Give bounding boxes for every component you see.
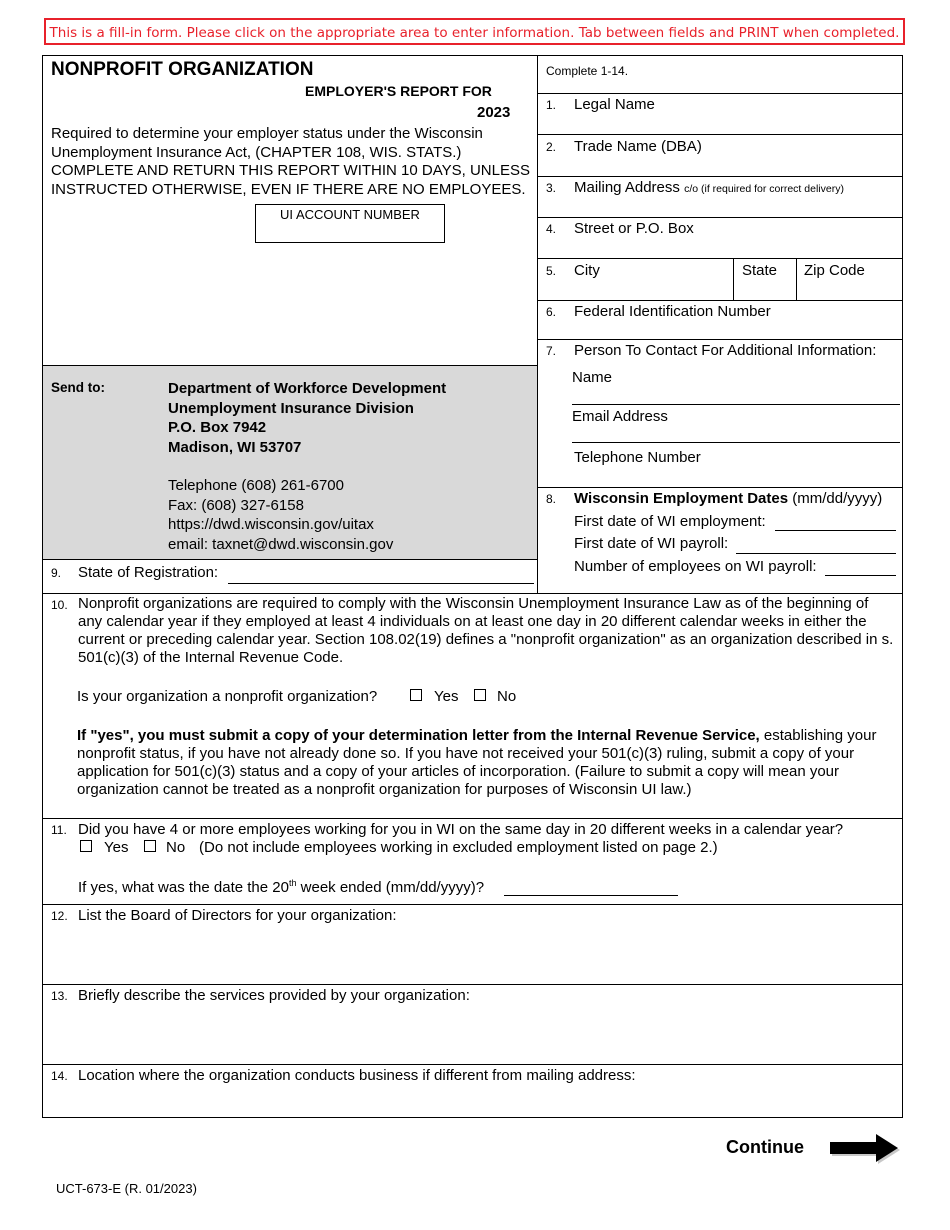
q11-date-input[interactable] [506,878,676,894]
f3-number: 3. [546,181,557,195]
q12-number: 12. [51,909,68,923]
zip-label: Zip Code [804,262,865,279]
ui-account-box[interactable] [255,204,445,243]
send-to-label: Send to: [51,380,105,395]
board-of-directors-input[interactable] [78,926,896,980]
f8-number: 8. [546,492,557,506]
state-of-registration-input[interactable] [229,565,533,582]
q11-yes-label: Yes [104,839,129,856]
form-id: UCT-673-E (R. 01/2023) [56,1181,197,1196]
q10-determination-note [77,727,897,799]
city-state-zip: Madison, WI 53707 [168,438,302,456]
f5-number: 5. [546,264,557,278]
contact-name-label: Name [572,369,613,386]
form-title: NONPROFIT ORGANIZATION [51,59,314,80]
q10-no-checkbox[interactable] [474,689,486,701]
mailing-address-note: c/o (if required for correct delivery) [684,183,844,195]
f1-number: 1. [546,98,557,112]
city-input[interactable] [574,280,729,297]
business-location-input[interactable] [78,1086,896,1114]
state-input[interactable] [740,280,792,297]
q12-label: List the Board of Directors for your organization: [78,907,397,924]
q10-yes-checkbox[interactable] [410,689,422,701]
fein-label: Federal Identification Number [574,303,771,320]
f2-number: 2. [546,140,557,154]
dept-name: Department of Workforce Development [168,380,447,397]
street-label: Street or P.O. Box [574,220,694,237]
q11-note: (Do not include employees working in excluded employment listed on page 2.) [199,839,718,856]
city-label: City [574,262,600,279]
q9-number: 9. [51,566,62,580]
division-name: Unemployment Insurance Division [168,399,414,417]
ui-account-label: UI ACCOUNT NUMBER [280,207,420,222]
contact-label: Person To Contact For Additional Information: [574,342,877,359]
num-employees-input[interactable] [827,558,895,574]
trade-name-label: Trade Name (DBA) [574,138,702,155]
street-input[interactable] [574,238,894,255]
contact-email-input[interactable] [574,424,896,441]
fill-in-notice: This is a fill-in form. Please click on the appropriate area to enter information. Tab between fields and PRINT when completed. [44,18,905,45]
num-employees-label: Number of employees on WI payroll: [574,558,817,575]
mailing-address-input[interactable] [574,197,894,214]
website-link[interactable]: https://dwd.wisconsin.gov/uitax [168,516,374,533]
employment-dates-title: Wisconsin Employment Dates [574,490,789,507]
fein-input[interactable] [574,320,894,337]
legal-name-label: Legal Name [574,96,655,113]
mailing-address-label [574,179,844,196]
q10-number: 10. [51,598,68,612]
q10-text: Nonprofit organizations are required to comply with the Wisconsin Unemployment Insurance Law as of the beginning of any calendar year if they employed at least 4 individuals on at least one day in 20 different calendar weeks in either the current or preceding calendar year. Section 108.02(19) defines a "nonprofit organization" as an organization described in s. 501(c)(3) of the Internal Revenue Code. [78,595,894,666]
po-box: P.O. Box 7942 [168,419,267,436]
f4-number: 4. [546,222,557,236]
continue-label[interactable]: Continue [726,1137,804,1157]
q14-label: Location where the organization conducts business if different from mailing address: [78,1067,636,1084]
employment-dates-format: (mm/dd/yyyy) [792,490,883,507]
q11-number: 11. [51,823,67,837]
employment-dates-label [574,490,882,507]
legal-name-input[interactable] [574,114,894,131]
q9-label: State of Registration: [78,564,219,581]
q11-no-checkbox[interactable] [144,840,156,852]
report-label: EMPLOYER'S REPORT FOR [305,83,492,99]
telephone: Telephone (608) 261-6700 [168,477,344,494]
first-employment-input[interactable] [777,513,895,529]
q13-number: 13. [51,989,68,1003]
zip-input[interactable] [802,280,897,297]
contact-name-input[interactable] [574,386,896,403]
q11-date-sup: th [288,878,297,888]
first-payroll-label: First date of WI payroll: [574,535,729,552]
email-link[interactable]: email: taxnet@dwd.wisconsin.gov [168,535,394,553]
q11-no-label: No [166,839,186,856]
q11-date-pre: If yes, what was the date the 20 [78,879,289,896]
first-employment-label: First date of WI employment: [574,513,766,530]
f7-number: 7. [546,344,557,358]
report-year: 2023 [477,104,511,121]
q11-date-question [78,878,484,896]
q14-number: 14. [51,1069,68,1083]
contact-phone-input[interactable] [574,467,896,484]
first-payroll-input[interactable] [738,536,895,552]
services-description-input[interactable] [78,1006,896,1060]
q11-date-post: week ended (mm/dd/yyyy)? [296,879,485,896]
instructions: Complete 1-14. [546,64,629,78]
q13-label: Briefly describe the services provided by your organization: [78,987,470,1004]
q11-question: Did you have 4 or more employees working for you in WI on the same day in 20 different weeks in a calendar year? [78,821,844,838]
trade-name-input[interactable] [574,156,894,173]
q10-question: Is your organization a nonprofit organization? [77,688,378,705]
fax: Fax: (608) 327-6158 [168,496,304,514]
contact-phone-label: Telephone Number [574,449,701,466]
intro-text: Required to determine your employer status under the Wisconsin Unemployment Insurance Act, (CHAPTER 108, WIS. STATS.) COMPLETE AND RETURN THIS REPORT WITHIN 10 DAYS, UNLESS INSTRUCTED OTHERWISE, EVEN IF THERE ARE NO EMPLOYEES. [51,125,530,198]
q10-yes-label: Yes [434,688,459,705]
q10-no-label: No [497,688,517,705]
f6-number: 6. [546,305,557,319]
mailing-address-text: Mailing Address [574,179,680,196]
q11-yes-checkbox[interactable] [80,840,92,852]
continue-arrow-icon[interactable] [828,1132,904,1166]
state-label: State [742,262,778,279]
send-to-address [168,379,446,554]
contact-email-label: Email Address [572,408,668,425]
q10-bold-lead: If "yes", you must submit a copy of your determination letter from the Internal Revenue Service, [77,727,760,744]
q10-rest: establishing your nonprofit status, if you have not already done so. If you have not received your 501(c)(3) ruling, submit a copy of your application for 501(c)(3) status and a copy of your articles of incorporation. (Failure to submit a copy will mean your organization cannot be treated as a nonprofit organization for purposes of Wisconsin UI law.) [77,727,877,798]
